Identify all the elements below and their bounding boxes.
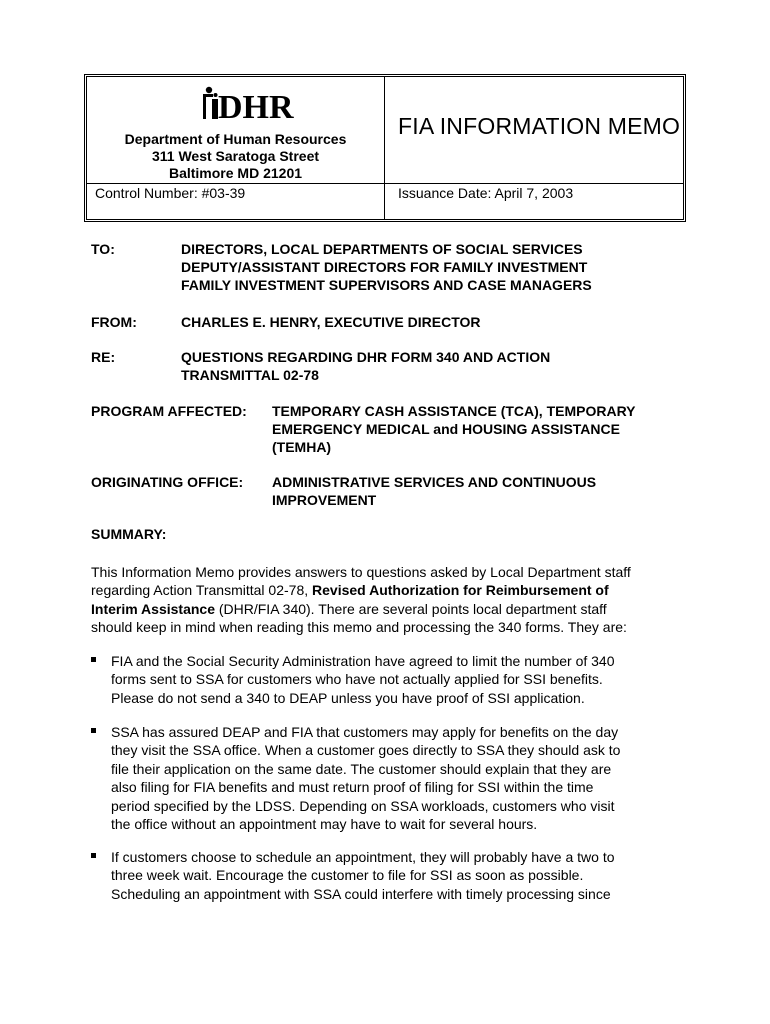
summary-heading: SUMMARY: xyxy=(91,526,167,542)
org-city: Baltimore MD 21201 xyxy=(168,165,303,181)
from-line: CHARLES E. HENRY, EXECUTIVE DIRECTOR xyxy=(181,314,481,330)
program-line: EMERGENCY MEDICAL and HOUSING ASSISTANCE xyxy=(272,421,620,437)
re-line: QUESTIONS REGARDING DHR FORM 340 AND ACTION xyxy=(181,349,551,365)
bullet-square-icon xyxy=(91,657,96,662)
department-address xyxy=(87,131,384,182)
to-line: FAMILY INVESTMENT SUPERVISORS AND CASE MANAGERS xyxy=(181,277,592,293)
office-line: IMPROVEMENT xyxy=(272,492,377,508)
to-line: DEPUTY/ASSISTANT DIRECTORS FOR FAMILY INVESTMENT xyxy=(181,259,588,275)
org-name: Department of Human Resources xyxy=(124,131,347,147)
bullet-square-icon xyxy=(91,853,96,858)
originating-office-label: ORIGINATING OFFICE: xyxy=(91,474,244,490)
bullet-square-icon xyxy=(91,728,96,733)
control-number: Control Number: #03-39 xyxy=(95,185,246,201)
dhr-logo-text: DHR xyxy=(218,89,294,126)
header-divider-horizontal xyxy=(87,183,683,184)
summary-paragraph xyxy=(91,563,691,637)
from-label: FROM: xyxy=(91,314,137,330)
org-street: 311 West Saratoga Street xyxy=(151,148,320,164)
memo-page: DHR Department of Human Resources 311 West Saratoga Street Baltimore MD 21201 Control Number: #03-39 FIA INFORMATION MEMO Issuance Date: April 7, 2003 TO: DIRECTORS, LOCAL DEPARTMENTS OF SOCIAL SERVICES DEPUTY/ASSISTANT DIRECTORS FOR FAMILY INVESTMENT FAMILY INVESTMENT SUPERVISORS AND CASE MANAGERS FROM: CHARLES E. HENRY, EXECUTIVE DIRECTOR RE: QUESTIONS REGARDING DHR FORM 340 AND ACTION TRANSMITTAL 02-78 PROGRAM AFFECTED: TEMPORARY CASH ASSISTANCE (TCA), TEMPORARY EMERGENCY MEDICAL and HOUSING ASSISTANCE (TEMHA) ORIGINATING OFFICE: ADMINISTRATIVE SERVICES AND CONTINUOUS IMPROVEMENT SUMMARY: This Information Memo provides answers to questions asked by Local Department staff regarding Action Transmittal 02-78, Revised Authorization for Reimbursement of Interim Assistance (DHR/FIA 340). There are several points local department staff should keep in mind when reading this memo and processing the 340 forms. They are: FIA and the Social Security Administration have agreed to limit the number of 340 forms sent to SSA for customers who have not actually applied for SSI benefits. Please do not send a 340 to DEAP unless you have proof of SSI application. SSA has assured DEAP and FIA that customers may apply for benefits on the day they visit the SSA office. When a customer goes directly to SSA they should ask to file their application on the same date. The customer should explain that they are also filing for FIA benefits and must return proof of filing for SSI within the time period specified by the LDSS. Depending on SSA workloads, customers who visit the office without an appointment may have to wait for several hours. If customers choose to schedule an appointment, they will probably have a two to three week wait. Encourage the customer to file for SSI as soon as possible. Scheduling an appointment with SSA could interfere with timely processing since xyxy=(0,0,770,1024)
summary-bold-text: Interim Assistance xyxy=(91,600,215,617)
program-affected-label: PROGRAM AFFECTED: xyxy=(91,403,247,419)
summary-line: should keep in mind when reading this memo and processing the 340 forms. They are: xyxy=(91,619,627,636)
office-line: ADMINISTRATIVE SERVICES AND CONTINUOUS xyxy=(272,474,597,490)
issuance-date: Issuance Date: April 7, 2003 xyxy=(398,185,574,201)
summary-line: This Information Memo provides answers to questions asked by Local Department staff xyxy=(91,564,631,580)
re-line: TRANSMITTAL 02-78 xyxy=(181,367,319,383)
memo-title: FIA INFORMATION MEMO xyxy=(398,113,681,139)
re-label: RE: xyxy=(91,349,116,365)
header-divider-vertical xyxy=(384,77,385,219)
dhr-logo xyxy=(203,85,294,126)
to-label: TO: xyxy=(91,241,115,257)
summary-bold-text: Revised Authorization for Reimbursement of xyxy=(312,582,609,599)
memo-header-box xyxy=(84,74,686,222)
program-line: (TEMHA) xyxy=(272,439,332,455)
summary-line: Interim Assistance (DHR/FIA 340). There are several points local department staff xyxy=(91,600,607,617)
summary-line: regarding Action Transmittal 02-78, Revised Authorization for Reimbursement of xyxy=(91,582,609,599)
program-line: TEMPORARY CASH ASSISTANCE (TCA), TEMPORARY xyxy=(272,403,636,419)
to-line: DIRECTORS, LOCAL DEPARTMENTS OF SOCIAL SERVICES xyxy=(181,241,583,257)
